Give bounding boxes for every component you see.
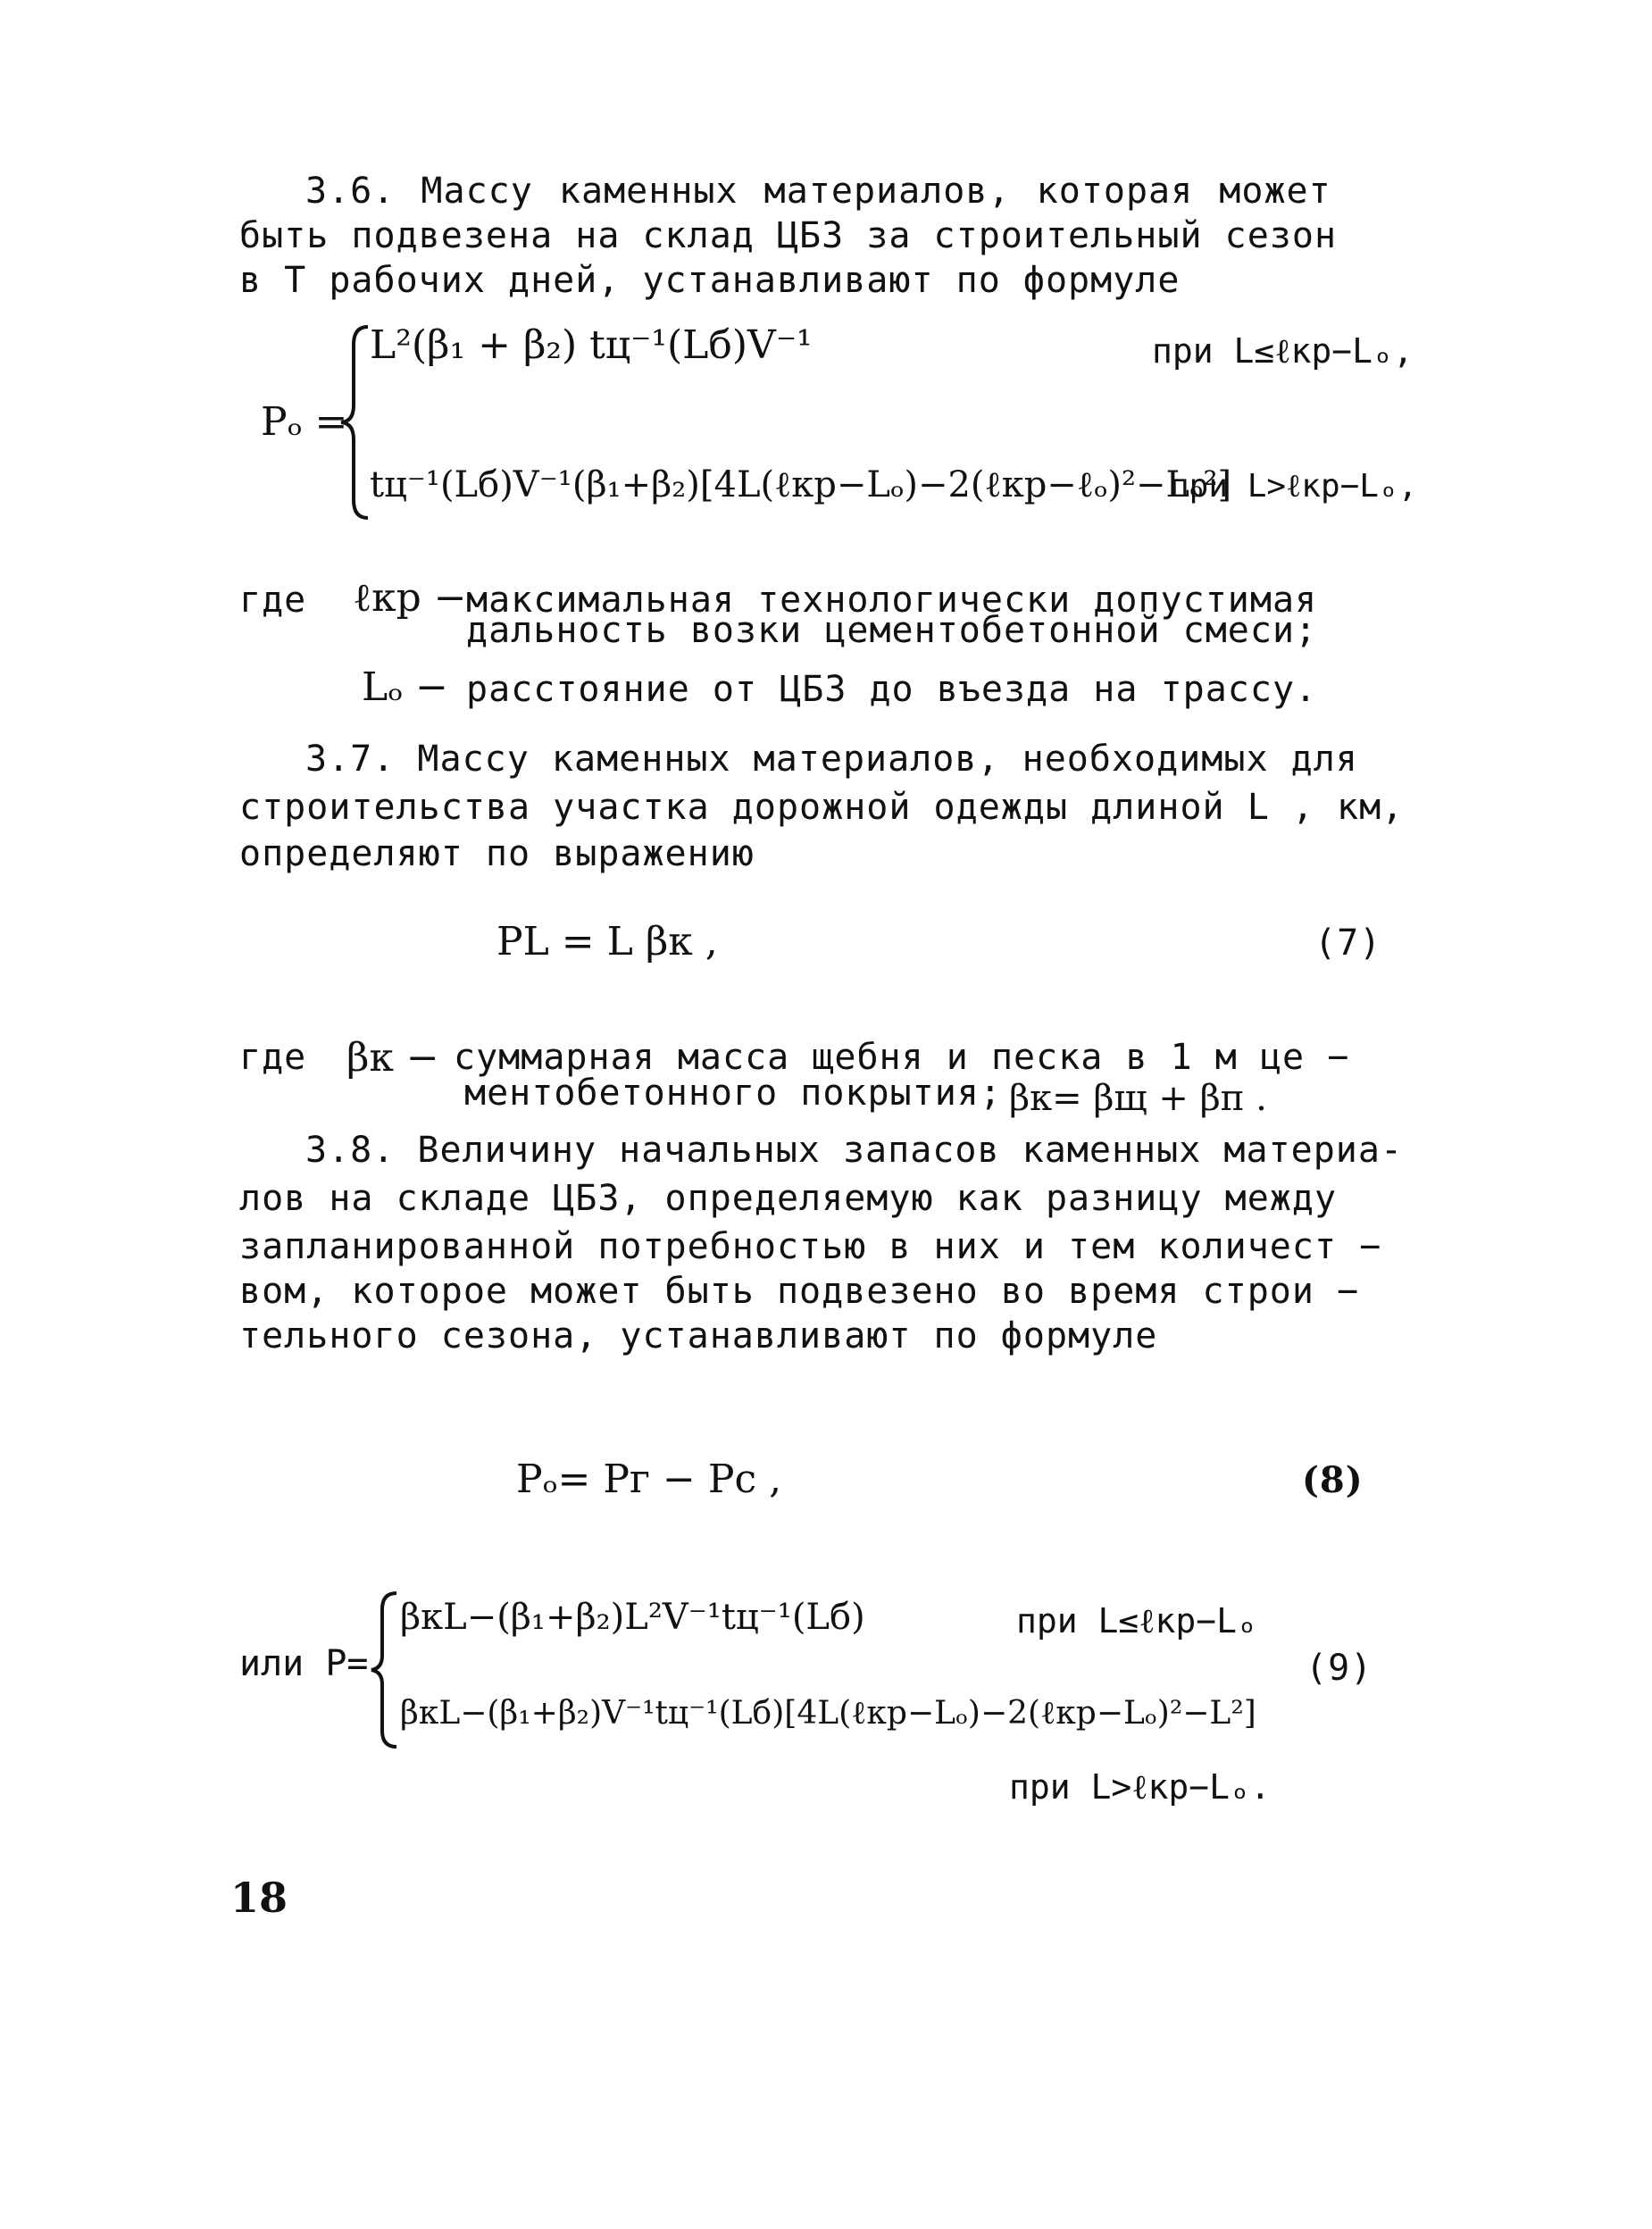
formula-7-number: (7) [1314, 922, 1382, 964]
para-3-8-line-1: 3.8. Величину начальных запасов каменных материа- [305, 1130, 1404, 1171]
where-7-definition-line-2: ментобетонного покрытия; [464, 1073, 1002, 1114]
formula-6-lhs: Pₒ = [261, 399, 348, 445]
where-6-symbol-l0: Lₒ − [362, 664, 449, 710]
formula-8-number: (8) [1302, 1459, 1364, 1501]
formula-6-brace [338, 323, 373, 522]
para-3-8-line-3: запланированной потребностью в них и тем количест − [239, 1226, 1382, 1267]
formula-9-case-1-expression: βкL−(β₁+β₂)L²V⁻¹tц⁻¹(Lб) [400, 1597, 865, 1638]
formula-9-case-2-condition: при L>ℓкр−Lₒ. [1009, 1767, 1271, 1807]
formula-9-brace [368, 1590, 400, 1750]
where-6-definition-2: расстояние от ЦБЗ до въезда на трассу. [466, 669, 1318, 710]
formula-6-case-2-condition: при L>ℓкр−Lₒ, [1170, 468, 1418, 505]
formula-6-case-1-condition: при L≤ℓкр−Lₒ, [1152, 331, 1414, 371]
formula-9-case-1-condition: при L≤ℓкр−Lₒ [1016, 1601, 1257, 1640]
where-6-symbol-lkr: ℓкр − [353, 575, 467, 621]
where-7-symbol-bk: βк − [346, 1035, 439, 1081]
para-3-7-line-3: определяют по выражению [239, 833, 755, 874]
para-3-8-line-5: тельного сезона, устанавливают по формуле [239, 1315, 1158, 1357]
formula-9-prefix: или P= [239, 1643, 369, 1684]
para-3-6-line-1: 3.6. Массу каменных материалов, которая может [305, 171, 1331, 212]
para-3-7-line-2: строительства участка дорожной одежды длиной L , км, [239, 787, 1405, 828]
where-7-definition-formula: βк= βщ + βп . [1009, 1078, 1267, 1119]
formula-6-case-2-expression: tц⁻¹(Lб)V⁻¹(β₁+β₂)[4L(ℓкр−Lₒ)−2(ℓкр−ℓₒ)²−Lₒ²] [370, 464, 1232, 505]
formula-7-expression: PL = L βк , [496, 919, 718, 964]
para-3-6-line-3: в T рабочих дней, устанавливают по формуле [239, 260, 1181, 301]
formula-9-case-2-expression: βкL−(β₁+β₂)V⁻¹tц⁻¹(Lб)[4L(ℓкр−Lₒ)−2(ℓкр−Lₒ)²−L²] [400, 1695, 1256, 1732]
formula-6-case-1-expression: L²(β₁ + β₂) tц⁻¹(Lб)V⁻¹ [370, 322, 813, 368]
where-6-definition-1-line-1: максимальная технологически допустимая [466, 580, 1318, 621]
para-3-7-line-1: 3.7. Массу каменных материалов, необходимых для [305, 739, 1358, 780]
where-6-definition-1-line-2: дальность возки цементобетонной смеси; [466, 610, 1318, 651]
formula-8-expression: Pₒ= Pг − Pс , [516, 1457, 782, 1502]
para-3-8-line-4: вом, которое может быть подвезено во время строи − [239, 1271, 1360, 1312]
where-7-definition-line-1: суммарная масса щебня и песка в 1 м це − [454, 1037, 1350, 1078]
page-number: 18 [230, 1874, 288, 1922]
where-6-label: где [239, 580, 307, 621]
formula-9-number: (9) [1306, 1648, 1373, 1689]
para-3-8-line-2: лов на складе ЦБЗ, определяемую как разницу между [239, 1178, 1338, 1219]
where-7-label: где [239, 1037, 307, 1078]
para-3-6-line-2: быть подвезена на склад ЦБЗ за строительный сезон [239, 215, 1338, 256]
